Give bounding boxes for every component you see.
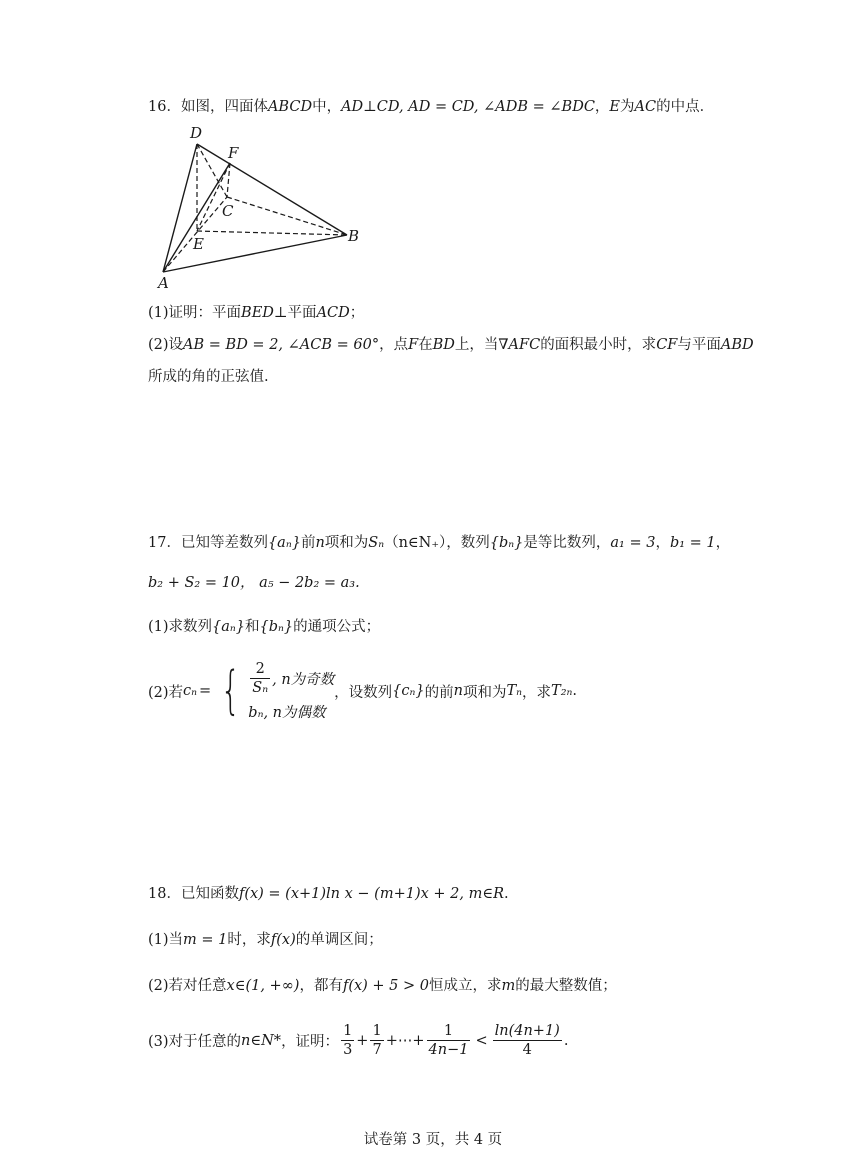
- q16-part2-cf: CF: [656, 337, 678, 353]
- q18-frac-3-num: 1: [427, 1022, 471, 1041]
- edge-dc: [197, 144, 227, 197]
- q17-stem-text5: 是等比数列，: [523, 535, 611, 551]
- q17-part2-tn: Tₙ: [506, 683, 523, 699]
- q17-part2-end: .: [572, 683, 578, 699]
- q17-stem-text4: （n∈N₊），数列: [384, 535, 490, 551]
- edge-eb: [197, 231, 347, 235]
- q18-frac-3: [427, 1022, 471, 1059]
- q18-part2-end: 的最大整数值；: [515, 978, 617, 994]
- q16-stem-text2: 中，: [312, 99, 342, 115]
- q18-part1-end: 的单调区间；: [295, 932, 383, 948]
- q17-frac: [250, 660, 270, 697]
- q18-dots: +⋯+: [385, 1032, 425, 1049]
- q16-part2-text3: 在: [418, 337, 433, 353]
- q18-part2-m: m: [501, 978, 516, 994]
- q16-part2-text6: 与平面: [677, 337, 721, 353]
- q18-less-than: <: [475, 1032, 488, 1049]
- q18-stem: [148, 884, 509, 904]
- q17-part2-text2: ，设数列: [334, 684, 393, 701]
- q18-frac-4-num: ln(4n+1): [494, 1023, 560, 1039]
- q18-part3-text2: ，证明：: [281, 1034, 340, 1050]
- q17-case-odd-text: , n为奇数: [272, 672, 335, 688]
- left-brace-icon: {: [220, 661, 241, 721]
- q18-frac-1-num: 1: [343, 1023, 353, 1039]
- q17-case-odd: [248, 660, 334, 697]
- q16-part1-acd: ACD: [316, 305, 350, 321]
- q18-plus: +: [356, 1032, 369, 1049]
- q18-part3-end: .: [563, 1032, 569, 1049]
- q17-case-even: bₙ, n为偶数: [248, 705, 326, 721]
- q18-part3-text: (3)对于任意的: [148, 1034, 242, 1050]
- q16-stem-comma: ，: [594, 99, 610, 115]
- q17-a1: a₁ = 3: [610, 535, 656, 551]
- q16-part2-condition: AB = BD = 2, ∠ACB = 60°: [183, 337, 380, 353]
- q17-stem-text: 17．已知等差数列: [148, 535, 268, 551]
- q16-stem-text: 16．如图，四面体: [148, 99, 268, 115]
- q16-part1-bed: BED: [241, 305, 274, 321]
- q16-part2-f: F: [408, 337, 419, 353]
- q18-frac-2: [370, 1022, 383, 1059]
- q17-part2-eq: =: [199, 683, 212, 699]
- q16-part2-abd: ABD: [720, 337, 754, 353]
- q18-stem-end: .: [504, 886, 509, 902]
- q16-stem: [148, 97, 714, 117]
- edge-db: [197, 144, 347, 235]
- q18-function: f(x) = (x+1)ln x − (m+1)x + 2, m∈R: [238, 886, 505, 902]
- q18-stem-text: 18．已知函数: [148, 886, 239, 902]
- q18-frac-2-num: 1: [372, 1023, 382, 1039]
- q17-conditions: b₂ + S₂ = 10， a₅ − 2b₂ = a₃.: [148, 575, 360, 591]
- q16-part2-line2: 所成的角的正弦值.: [148, 369, 269, 385]
- q16-part2: [148, 335, 754, 355]
- q18-part2-text2: ，都有: [299, 978, 343, 994]
- q17-part1-and: 和: [245, 619, 260, 635]
- q17-part1-bn: {bₙ}: [259, 619, 294, 635]
- q17-part2-n: n: [453, 683, 463, 699]
- q17-piecewise: [213, 660, 334, 722]
- q18-frac-1-den: 3: [343, 1042, 353, 1058]
- q18-part2-inequality: f(x) + 5 > 0: [342, 978, 429, 994]
- q17-b1: b₁ = 1: [669, 535, 716, 551]
- q16-stem-e: E: [609, 99, 621, 115]
- q17-part1-an: {aₙ}: [212, 619, 246, 635]
- q17-stem: [148, 533, 730, 553]
- q17-stem-n: n: [315, 535, 325, 551]
- q17-frac-num: 2: [250, 660, 270, 679]
- q17-cases: [248, 660, 334, 722]
- q18-part3-n: n∈N*: [241, 1032, 282, 1049]
- q18-part1: [148, 930, 383, 950]
- q16-stem-abcd: ABCD: [267, 99, 313, 115]
- page-footer: 试卷第 3 页，共 4 页: [363, 1132, 503, 1148]
- tetrahedron-figure: [150, 120, 380, 295]
- edge-cb: [227, 197, 347, 235]
- q17-part1: [148, 617, 380, 637]
- q17-stem-comma: ，: [655, 535, 670, 551]
- q16-part2-text2: ，点: [379, 337, 409, 353]
- q17-part2: [148, 660, 577, 722]
- label-f: F: [228, 144, 239, 162]
- q17-part1-end: 的通项公式；: [293, 619, 381, 635]
- q17-stem-text3: 项和为: [324, 535, 369, 551]
- label-d: D: [190, 124, 203, 142]
- q17-stem-text2: 前: [300, 535, 316, 551]
- q17-part1-text: (1)求数列: [148, 619, 213, 635]
- q18-frac-1: [341, 1022, 354, 1059]
- q17-frac-den: Sₙ: [252, 680, 269, 696]
- q18-frac-4-den: 4: [522, 1042, 532, 1058]
- q18-part3: [148, 1022, 568, 1059]
- q18-part2-x: x∈(1, +∞): [226, 978, 300, 994]
- q16-part2-text: (2)设: [148, 337, 184, 353]
- q18-frac-2-den: 7: [372, 1042, 382, 1058]
- q16-condition: AD⊥CD, AD = CD, ∠ADB = ∠BDC: [341, 99, 595, 115]
- q18-frac-4: [493, 1022, 562, 1059]
- q17-part2-text4: 项和为: [462, 684, 507, 701]
- q17-part2-cn: cₙ: [183, 683, 198, 699]
- label-c: C: [222, 202, 234, 220]
- q18-part2-text: (2)若对任意: [148, 978, 227, 994]
- q17-part2-seq-c: {cₙ}: [392, 683, 425, 699]
- q17-stem-comma2: ，: [715, 535, 731, 551]
- q17-seq-b: {bₙ}: [489, 535, 524, 551]
- q18-part2: [148, 976, 617, 996]
- q17-part2-text5: ，求: [522, 684, 552, 701]
- label-b: B: [348, 227, 360, 245]
- q16-part1: [148, 303, 364, 323]
- q17-part2-text3: 的前: [424, 684, 454, 701]
- q16-part1-perp: ⊥平面: [273, 305, 317, 321]
- q17-seq-a: {aₙ}: [267, 535, 301, 551]
- q18-part1-m: m = 1: [183, 932, 228, 948]
- q17-part2-t2n: T₂ₙ: [551, 683, 573, 699]
- q16-part2-text4: 上，当: [454, 337, 499, 353]
- label-a: A: [158, 274, 169, 292]
- q16-part1-text: (1)证明：平面: [148, 305, 242, 321]
- q16-stem-wei: 为: [620, 99, 635, 115]
- q17-part2-text: (2)若: [148, 684, 184, 701]
- q16-part2-triangle: ∇AFC: [498, 337, 541, 353]
- q16-part2-text5: 的面积最小时，求: [540, 337, 657, 353]
- q18-part2-text3: 恒成立，求: [429, 978, 502, 994]
- q16-stem-end: 的中点．: [656, 99, 715, 115]
- q16-stem-ac: AC: [634, 99, 657, 115]
- q16-part1-end: ；: [349, 305, 365, 321]
- q17-stem-sn: Sₙ: [368, 535, 385, 551]
- q18-part1-f: f(x): [270, 932, 296, 948]
- label-e: E: [193, 235, 204, 253]
- q16-part2-bd: BD: [432, 337, 455, 353]
- q18-part1-text: (1)当: [148, 932, 184, 948]
- q18-frac-3-den: 4n−1: [428, 1042, 469, 1058]
- q18-part1-text2: 时，求: [227, 932, 271, 948]
